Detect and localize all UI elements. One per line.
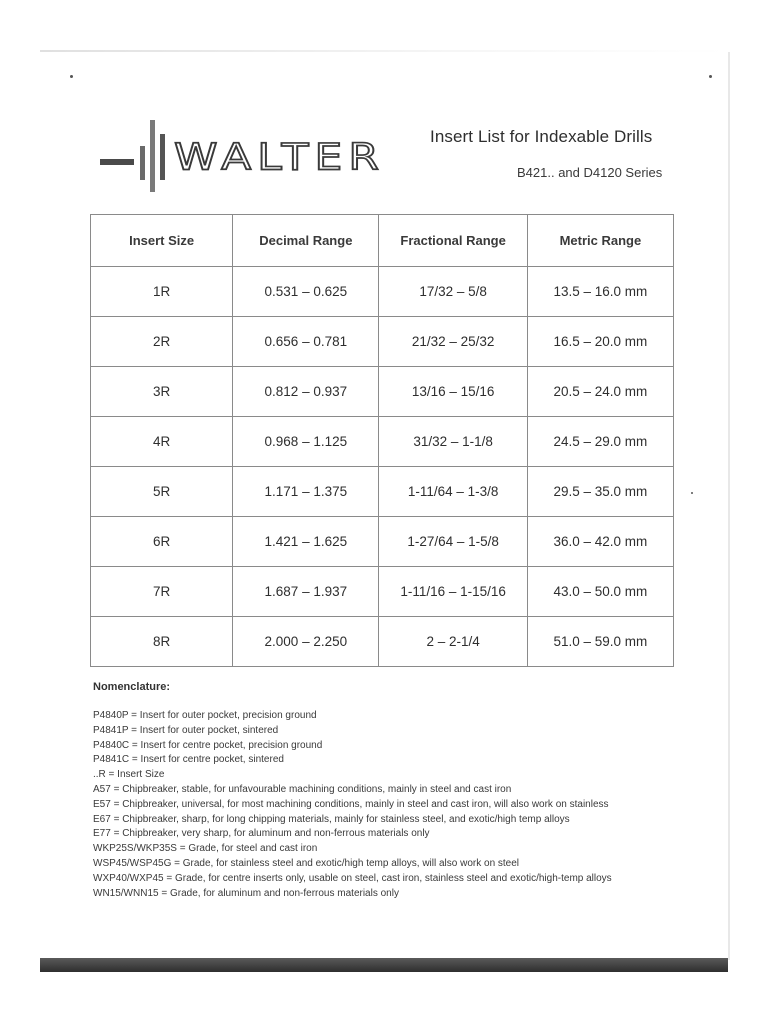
table-row (91, 567, 674, 617)
cell-fractional-range: 1-11/64 – 1-3/8 (379, 467, 527, 517)
cell-metric-range: 51.0 – 59.0 mm (527, 617, 673, 667)
column-header-metric-range: Metric Range (527, 215, 673, 267)
scan-edge-bottom (40, 958, 728, 972)
column-header-decimal-range: Decimal Range (233, 215, 379, 267)
list-item: WN15/WNN15 = Grade, for aluminum and non-ferrous materials only (93, 887, 399, 899)
dust-speck (709, 75, 712, 78)
list-item: WKP25S/WKP35S = Grade, for steel and cast iron (93, 843, 318, 855)
cell-metric-range: 29.5 – 35.0 mm (527, 467, 673, 517)
document-title: Insert List for Indexable Drills (430, 127, 653, 146)
list-item: P4841C = Insert for centre pocket, sintered (93, 754, 284, 766)
cell-fractional-range: 1-27/64 – 1-5/8 (379, 517, 527, 567)
insert-size-table (90, 214, 674, 667)
table-row (91, 467, 674, 517)
list-item: P4840C = Insert for centre pocket, precision ground (93, 739, 323, 751)
cell-fractional-range: 21/32 – 25/32 (379, 317, 527, 367)
walter-logo-mark-icon (100, 120, 180, 192)
table-row (91, 267, 674, 317)
table-row (91, 367, 674, 417)
cell-metric-range: 43.0 – 50.0 mm (527, 567, 673, 617)
cell-fractional-range: 31/32 – 1-1/8 (379, 417, 527, 467)
cell-insert-size: 1R (91, 267, 233, 317)
list-item: A57 = Chipbreaker, stable, for unfavourable machining conditions, mainly in steel and cast iron (93, 783, 512, 795)
cell-metric-range: 20.5 – 24.0 mm (527, 367, 673, 417)
cell-insert-size: 8R (91, 617, 233, 667)
cell-decimal-range: 0.656 – 0.781 (233, 317, 379, 367)
table-header-row (91, 215, 674, 267)
list-item: E77 = Chipbreaker, very sharp, for aluminum and non-ferrous materials only (93, 828, 430, 840)
cell-metric-range: 24.5 – 29.0 mm (527, 417, 673, 467)
cell-decimal-range: 0.812 – 0.937 (233, 367, 379, 417)
cell-insert-size: 6R (91, 517, 233, 567)
cell-fractional-range: 17/32 – 5/8 (379, 267, 527, 317)
cell-metric-range: 13.5 – 16.0 mm (527, 267, 673, 317)
list-item: P4841P = Insert for outer pocket, sintered (93, 724, 279, 736)
cell-decimal-range: 2.000 – 2.250 (233, 617, 379, 667)
cell-decimal-range: 1.421 – 1.625 (233, 517, 379, 567)
column-header-insert-size: Insert Size (91, 215, 233, 267)
list-item: WSP45/WSP45G = Grade, for stainless steel and exotic/high temp alloys, will also work on steel (93, 857, 520, 869)
cell-insert-size: 3R (91, 367, 233, 417)
cell-fractional-range: 2 – 2-1/4 (379, 617, 527, 667)
list-item: P4840P = Insert for outer pocket, precision ground (93, 710, 317, 721)
cell-decimal-range: 0.968 – 1.125 (233, 417, 379, 467)
column-header-fractional-range: Fractional Range (379, 215, 527, 267)
list-item: WXP40/WXP45 = Grade, for centre inserts only, usable on steel, cast iron, stainless steel and exotic/high-temp alloys (93, 872, 612, 884)
table-row (91, 317, 674, 367)
document-subtitle: B421.. and D4120 Series (517, 165, 663, 180)
cell-fractional-range: 1-11/16 – 1-15/16 (379, 567, 527, 617)
walter-logo (100, 120, 385, 192)
walter-logo-wordmark: WALTER (174, 136, 385, 179)
table-row (91, 517, 674, 567)
table-row (91, 617, 674, 667)
list-item: E57 = Chipbreaker, universal, for most machining conditions, mainly in steel and cast iron, will also work on stainless (93, 798, 609, 810)
cell-decimal-range: 1.687 – 1.937 (233, 567, 379, 617)
cell-metric-range: 36.0 – 42.0 mm (527, 517, 673, 567)
dust-speck (70, 75, 73, 78)
cell-insert-size: 5R (91, 467, 233, 517)
cell-fractional-range: 13/16 – 15/16 (379, 367, 527, 417)
nomenclature-heading: Nomenclature: (93, 681, 171, 693)
cell-insert-size: 4R (91, 417, 233, 467)
cell-metric-range: 16.5 – 20.0 mm (527, 317, 673, 367)
cell-decimal-range: 0.531 – 0.625 (233, 267, 379, 317)
table-row (91, 417, 674, 467)
dust-speck (691, 492, 693, 494)
cell-insert-size: 7R (91, 567, 233, 617)
nomenclature-list (93, 709, 693, 901)
list-item: E67 = Chipbreaker, sharp, for long chipping materials, mainly for stainless steel, and exotic/high temp alloys (93, 813, 570, 825)
list-item: ..R = Insert Size (93, 769, 165, 781)
cell-insert-size: 2R (91, 317, 233, 367)
cell-decimal-range: 1.171 – 1.375 (233, 467, 379, 517)
